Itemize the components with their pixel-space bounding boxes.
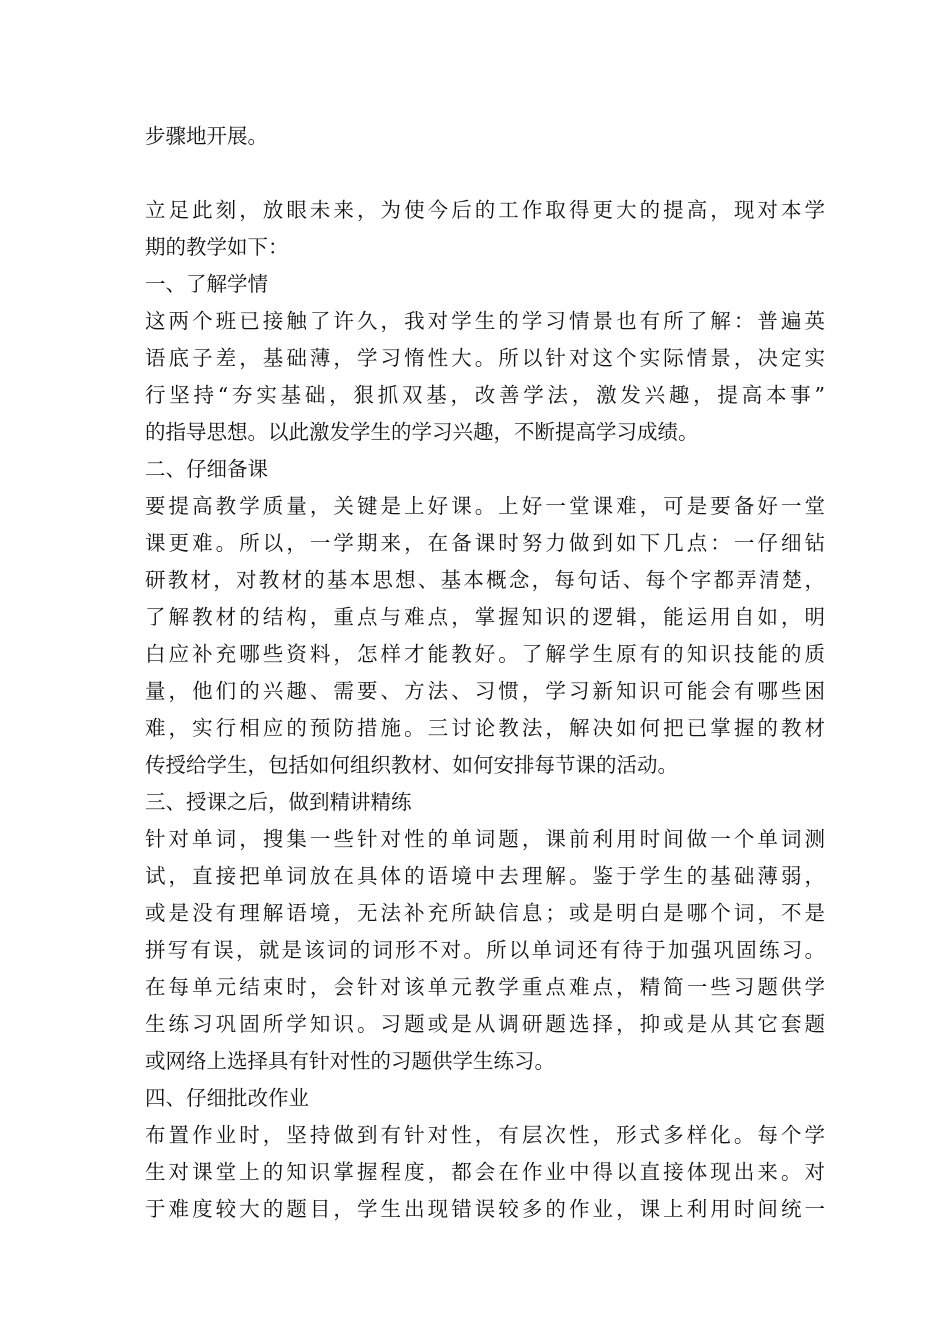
paragraph-line: 步骤地开展。 — [145, 124, 268, 148]
paragraph-line: 期的教学如下： — [145, 235, 289, 259]
section-heading: 二、仔细备课 — [145, 457, 268, 481]
paragraph-line: 或网络上选择具有针对性的习题供学生练习。 — [145, 1049, 555, 1073]
paragraph-line: 拼写有误，就是该词的词形不对。所以单词还有待于加强巩固练习。 — [145, 938, 825, 962]
paragraph-line: 传授给学生，包括如何组织教材、如何安排每节课的活动。 — [145, 753, 678, 777]
paragraph-line: 语底子差，基础薄，学习惰性大。所以针对这个实际情景，决定实 — [145, 346, 825, 370]
paragraph-line: 量，他们的兴趣、需要、方法、习惯，学习新知识可能会有哪些困 — [145, 679, 825, 703]
paragraph-line: 立足此刻，放眼未来，为使今后的工作取得更大的提高，现对本学 — [145, 198, 825, 222]
paragraph-line: 布置作业时，坚持做到有针对性，有层次性，形式多样化。每个学 — [145, 1123, 825, 1147]
paragraph-line: 或是没有理解语境，无法补充所缺信息；或是明白是哪个词，不是 — [145, 901, 825, 925]
paragraph-line: 难，实行相应的预防措施。三讨论教法，解决如何把已掌握的教材 — [145, 716, 825, 740]
section-heading: 一、了解学情 — [145, 272, 268, 296]
paragraph-line: 要提高教学质量，关键是上好课。上好一堂课难，可是要备好一堂 — [145, 494, 825, 518]
paragraph-line: 在每单元结束时，会针对该单元教学重点难点，精简一些习题供学 — [145, 975, 825, 999]
paragraph-line: 针对单词，搜集一些针对性的单词题，课前利用时间做一个单词测 — [145, 827, 825, 851]
paragraph-line: 了解教材的结构，重点与难点，掌握知识的逻辑，能运用自如，明 — [145, 605, 825, 629]
paragraph-line: 课更难。所以，一学期来，在备课时努力做到如下几点：一仔细钻 — [145, 531, 825, 555]
paragraph-line: 生对课堂上的知识掌握程度，都会在作业中得以直接体现出来。对 — [145, 1160, 825, 1184]
paragraph-line: 试，直接把单词放在具体的语境中去理解。鉴于学生的基础薄弱， — [145, 864, 825, 888]
paragraph-line: 这两个班已接触了许久，我对学生的学习情景也有所了解：普遍英 — [145, 309, 825, 333]
paragraph-line: 研教材，对教材的基本思想、基本概念，每句话、每个字都弄清楚， — [145, 568, 825, 592]
paragraph-line: 行坚持“夯实基础，狠抓双基，改善学法，激发兴趣，提高本事” — [145, 383, 825, 407]
paragraph-line: 于难度较大的题目，学生出现错误较多的作业，课上利用时间统一 — [145, 1197, 825, 1221]
paragraph-line: 的指导思想。以此激发学生的学习兴趣，不断提高学习成绩。 — [145, 420, 699, 444]
paragraph-line: 生练习巩固所学知识。习题或是从调研题选择，抑或是从其它套题 — [145, 1012, 825, 1036]
paragraph-line: 白应补充哪些资料，怎样才能教好。了解学生原有的知识技能的质 — [145, 642, 825, 666]
section-heading: 三、授课之后，做到精讲精练 — [145, 790, 412, 814]
section-heading: 四、仔细批改作业 — [145, 1086, 309, 1110]
